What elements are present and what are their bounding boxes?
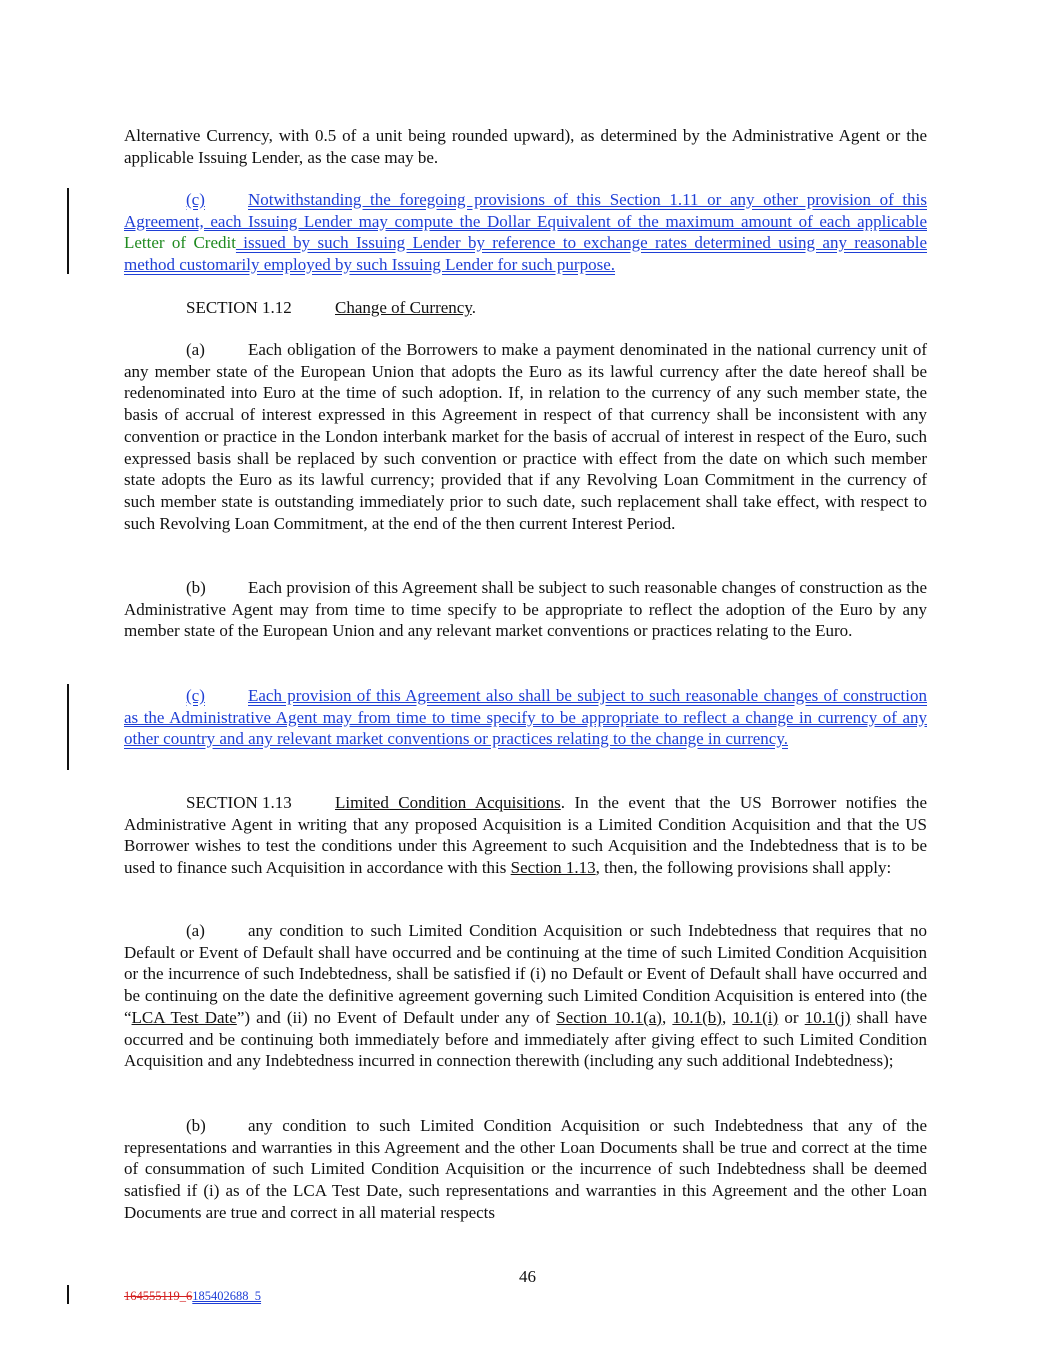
paragraph-label: (b): [186, 578, 206, 597]
paragraph-label: (c): [186, 190, 205, 209]
section-reference: Section 10.1(a): [556, 1007, 662, 1027]
inserted-doc-id: 185402688_5: [192, 1289, 262, 1303]
change-bar: [67, 684, 69, 770]
paragraph-label: (c): [186, 686, 205, 705]
section-number: SECTION 1.13: [186, 793, 292, 812]
paragraph-c-other-country: (c) Each provision of this Agreement also shall be subject to such reasonable changes of construction as the Administrative Agent may from time to time specify to be appropriate to reflect a change in currency of any other country and any relevant market conventions or practices relating to the change in currency.: [124, 686, 927, 749]
section-title: Change of Currency: [335, 298, 472, 317]
defined-term: LCA Test Date: [131, 1007, 237, 1027]
section-1-13-paragraph: SECTION 1.13 Limited Condition Acquisitions. In the event that the US Borrower notifies the Administrative Agent in writing that any proposed Acquisition is a Limited Condition Acquisition and that the US Borrower wishes to test the conditions under this Agreement to such Acquisition and the Indebtedness that is to be used to finance such Acquisition in accordance with this Section 1.13, then, the following provisions shall apply:: [124, 793, 927, 878]
paragraph-label: (b): [186, 1116, 206, 1135]
section-reference: Section 1.13: [510, 858, 596, 878]
paragraph-a-lca-default: (a) any condition to such Limited Condition Acquisition or such Indebtedness that requires that no Default or Event of Default shall have occurred and be continuing at the time of such Limited Condition Acquisition or the incurrence of such Indebtedness, shall be satisfied if (i) no Default or Event of Default shall have occurred and be continuing on the date the definitive agreement governing such Limited Condition Acquisition is entered into (the “LCA Test Date”) and (ii) no Event of Default under any of Section 10.1(a), 10.1(b), 10.1(i) or 10.1(j) shall have occurred and be continuing both immediately before and immediately after giving effect to such Limited Condition Acquisition and any Indebtedness incurred in connection therewith (including any such additional Indebtedness);: [124, 921, 928, 1071]
change-bar: [67, 1285, 69, 1304]
paragraph-b-euro: (b) Each provision of this Agreement shall be subject to such reasonable changes of construction as the Administrative Agent may from time to time specify to be appropriate to reflect the adoption of the Euro by any member state of the European Union and any relevant market conventions or practices relating to the Euro.: [124, 578, 927, 641]
paragraph-a-change-of-currency: (a) Each obligation of the Borrowers to make a payment denominated in the national currency unit of any member state of the European Union that adopts the Euro as its lawful currency after the date hereof shall be redenominated into Euro at the time of such adoption. If, in relation to the currency of any such member state, the basis of accrual of interest expressed in this Agreement in respect of that currency shall be inconsistent with any convention or practice in the London interbank market for the basis of accrual of interest in respect of the Euro, such expressed basis shall be replaced by such convention or practice with effect from the date on which such member state adopts the Euro as its lawful currency; provided that if any Revolving Loan Commitment in the currency of such member state is outstanding immediately prior to such date, such replacement shall take effect, with respect to such Revolving Loan Commitment, at the end of the then current Interest Period.: [124, 340, 927, 533]
moved-text: Letter of Credit: [124, 233, 236, 253]
paragraph-continuation: Alternative Currency, with 0.5 of a unit being rounded upward), as determined by the Administrative Agent or the applicable Issuing Lender, as the case may be.: [124, 126, 927, 167]
change-bar: [67, 188, 69, 274]
paragraph-b-lca-representations: (b) any condition to such Limited Condition Acquisition or such Indebtedness that any of the representations and warranties in this Agreement and the other Loan Documents shall be true and correct at the time of consummation of such Limited Condition Acquisition or the incurrence of such Indebtedness shall be deemed satisfied if (i) as of the LCA Test Date, such representations and warranties in this Agreement and the other Loan Documents are true and correct in all material respects: [124, 1116, 927, 1222]
section-number: SECTION 1.12: [186, 298, 292, 317]
section-title: Limited Condition Acquisitions: [335, 793, 561, 812]
document-id: [124, 1288, 261, 1304]
paragraph-c-dollar-equivalent: (c) Notwithstanding the foregoing provisions of this Section 1.11 or any other provision of this Agreement, each Issuing Lender may compute the Dollar Equivalent of the maximum amount of each applicable Letter of Credit issued by such Issuing Lender by reference to exchange rates determined using any reasonable method customarily employed by such Issuing Lender for such purpose.: [124, 190, 927, 275]
section-heading-1-12: SECTION 1.12 Change of Currency.: [186, 298, 476, 317]
section-reference: 10.1(j): [804, 1007, 851, 1027]
section-reference: 10.1(b): [672, 1007, 722, 1027]
paragraph-label: (a): [186, 921, 205, 940]
paragraph-label: (a): [186, 340, 205, 359]
page-number: 46: [519, 1267, 536, 1286]
deleted-doc-id: 164555119_6: [124, 1289, 193, 1303]
section-reference: 10.1(i): [732, 1007, 779, 1027]
